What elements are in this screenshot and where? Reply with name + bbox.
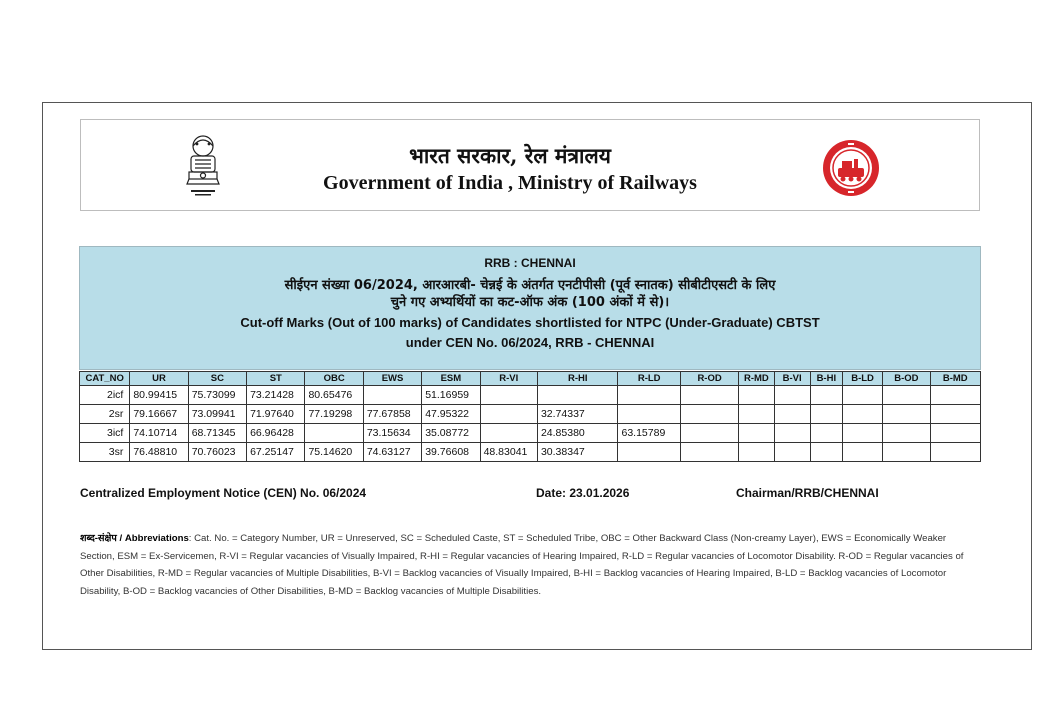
column-header: B-OD [883, 372, 930, 386]
notice-date: Date: 23.01.2026 [536, 486, 630, 500]
cutoff-cell [774, 386, 810, 405]
cutoff-cell: 35.08772 [422, 424, 480, 443]
cutoff-cell: 75.73099 [188, 386, 246, 405]
cutoff-cell: 74.10714 [130, 424, 188, 443]
cutoff-cell [739, 424, 774, 443]
cutoff-cell: 80.65476 [305, 386, 363, 405]
cutoff-cell [810, 386, 842, 405]
rrb-name: RRB : CHENNAI [484, 256, 576, 270]
column-header: B-MD [930, 372, 980, 386]
cutoff-cell: 77.19298 [305, 405, 363, 424]
cutoff-cell [842, 386, 882, 405]
abbreviations-label: शब्द-संक्षेप / Abbreviations [80, 533, 189, 544]
table-row [80, 443, 981, 462]
cutoff-cell [680, 424, 738, 443]
cutoff-cell [618, 386, 680, 405]
cutoff-cell [480, 386, 537, 405]
table-row [80, 424, 981, 443]
cutoff-cell: 39.76608 [422, 443, 480, 462]
notice-title-english-line2: under CEN No. 06/2024, RRB - CHENNAI [405, 335, 655, 350]
cutoff-cell [680, 405, 738, 424]
cutoff-cell [774, 443, 810, 462]
column-header: EWS [363, 372, 421, 386]
cutoff-cell [480, 405, 537, 424]
column-header: R-OD [680, 372, 738, 386]
cutoff-cell [930, 405, 980, 424]
indian-railways-logo-icon [821, 138, 881, 198]
notice-header [79, 246, 981, 370]
cutoff-cell: 79.16667 [130, 405, 188, 424]
notice-title-english [80, 313, 980, 353]
cutoff-cell: 76.48810 [130, 443, 188, 462]
cutoff-cell [739, 443, 774, 462]
cutoff-cell [537, 386, 618, 405]
cutoff-cell: 48.83041 [480, 443, 537, 462]
abbreviations [80, 530, 975, 600]
cutoff-cell [810, 443, 842, 462]
cutoff-cell: 71.97640 [247, 405, 305, 424]
table-row [80, 405, 981, 424]
column-header: R-VI [480, 372, 537, 386]
cutoff-cell: 47.95322 [422, 405, 480, 424]
letterhead [80, 119, 980, 211]
cutoff-cell [305, 424, 363, 443]
cutoff-cell: 24.85380 [537, 424, 618, 443]
cutoff-cell [618, 405, 680, 424]
column-header: ESM [422, 372, 480, 386]
category-cell: 3sr [80, 443, 130, 462]
cutoff-cell: 51.16959 [422, 386, 480, 405]
cutoff-cell: 80.99415 [130, 386, 188, 405]
cutoff-cell [774, 405, 810, 424]
cutoff-cell [774, 424, 810, 443]
cutoff-cell: 70.76023 [188, 443, 246, 462]
cutoff-cell [680, 386, 738, 405]
column-header: CAT_NO [80, 372, 130, 386]
cen-number: Centralized Employment Notice (CEN) No. 06/2024 [80, 486, 367, 500]
ministry-title-english: Government of India , Ministry of Railways [323, 172, 697, 194]
notice-title-english-line1: Cut-off Marks (Out of 100 marks) of Candidates shortlisted for NTPC (Under-Graduate) CBTST [240, 315, 820, 330]
cutoff-cell [930, 443, 980, 462]
column-header: R-MD [739, 372, 774, 386]
category-cell: 2icf [80, 386, 130, 405]
column-header: B-LD [842, 372, 882, 386]
cutoff-cell: 67.25147 [247, 443, 305, 462]
notice-title-hindi-line1: सीईएन संख्या 06/2024, आरआरबी- चेन्नई के अंतर्गत एनटीपीसी (पूर्व स्नातक) सीबीटीएसटी के लिए [284, 278, 776, 293]
cutoff-cell [930, 386, 980, 405]
column-header: R-LD [618, 372, 680, 386]
cutoff-cell: 73.21428 [247, 386, 305, 405]
cutoff-cell: 30.38347 [537, 443, 618, 462]
cutoff-cell [842, 405, 882, 424]
category-cell: 3icf [80, 424, 130, 443]
column-header: UR [130, 372, 188, 386]
cutoff-cell: 75.14620 [305, 443, 363, 462]
cutoff-cell [618, 443, 680, 462]
notice-title-hindi-line2: चुने गए अभ्यर्थियों का कट-ऑफ अंक (100 अंकों में से)। [390, 295, 670, 310]
cutoff-cell [680, 443, 738, 462]
cutoff-cell: 32.74337 [537, 405, 618, 424]
category-cell: 2sr [80, 405, 130, 424]
column-header: ST [247, 372, 305, 386]
cutoff-cell [739, 386, 774, 405]
column-header: B-HI [810, 372, 842, 386]
cutoff-cell [883, 405, 930, 424]
cutoff-cell: 74.63127 [363, 443, 421, 462]
column-header: OBC [305, 372, 363, 386]
cutoff-cell: 63.15789 [618, 424, 680, 443]
cutoff-cell: 73.09941 [188, 405, 246, 424]
cutoff-cell [883, 443, 930, 462]
cutoff-cell [883, 386, 930, 405]
cutoff-cell: 66.96428 [247, 424, 305, 443]
column-header: R-HI [537, 372, 618, 386]
cutoff-cell [739, 405, 774, 424]
cutoff-cell [883, 424, 930, 443]
cutoff-cell [842, 424, 882, 443]
notice-title-hindi [80, 277, 980, 311]
cutoff-cell: 68.71345 [188, 424, 246, 443]
cutoff-cell [363, 386, 421, 405]
cutoff-cell [842, 443, 882, 462]
ministry-title-hindi: भारत सरकार, रेल मंत्रालय [409, 143, 611, 168]
table-row [80, 386, 981, 405]
column-header: SC [188, 372, 246, 386]
cutoff-cell [810, 405, 842, 424]
signatory: Chairman/RRB/CHENNAI [736, 486, 879, 500]
cutoff-cell: 73.15634 [363, 424, 421, 443]
cutoff-cell [930, 424, 980, 443]
abbreviations-text: : Cat. No. = Category Number, UR = Unreserved, SC = Scheduled Caste, ST = Scheduled Tribe, OBC = Other Backward Class (Non-creamy Layer), EWS = Economically Weaker Section, ESM = Ex-Servicemen, R-VI = Regular vacancies of Visually Impaired, R-HI = Regular vacancies of Hearing Impaired, R-LD = Regular vacancies of Locomotor Disability. R-OD = Regular vacancies of Other Disabilities, R-MD = Regular vacancies of Multiple Disabilities, B-VI = Backlog vacancies of Visually Impaired, B-HI = Backlog vacancies of Hearing Impaired, B-LD = Backlog vacancies of Locomotor Disability, B-OD = Backlog vacancies of Other Disabilities, B-MD = Backlog vacancies of Multiple Disabilities. [80, 533, 964, 597]
cutoff-cell [810, 424, 842, 443]
cutoff-cell [480, 424, 537, 443]
table-header-row [80, 372, 981, 386]
cutoff-table [79, 371, 981, 462]
cutoff-cell: 77.67858 [363, 405, 421, 424]
column-header: B-VI [774, 372, 810, 386]
